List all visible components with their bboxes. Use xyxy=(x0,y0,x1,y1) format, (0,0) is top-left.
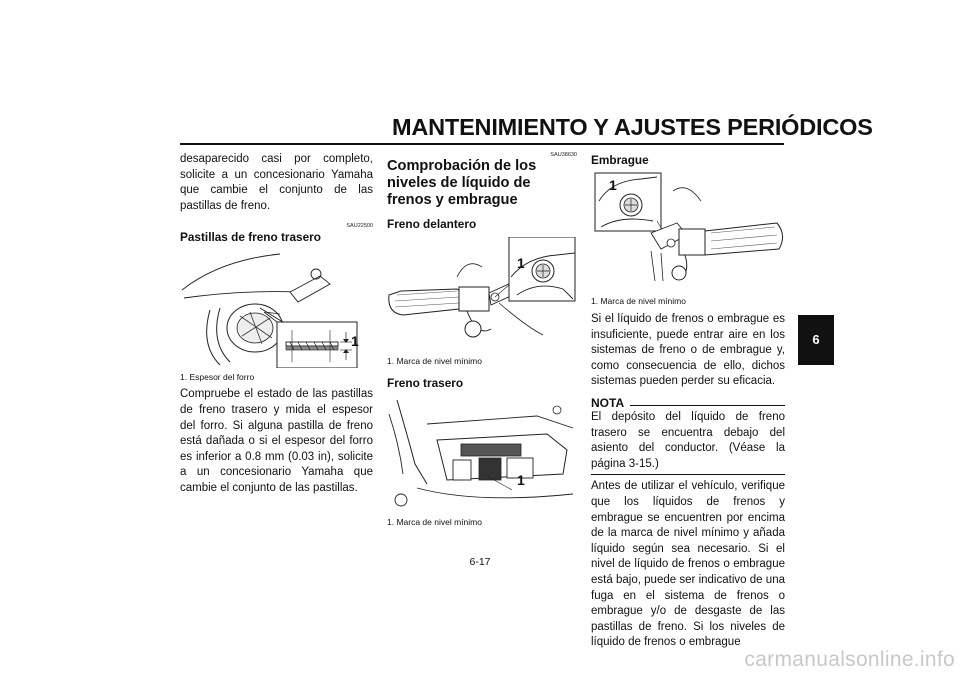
rear-brake-pads-heading: Pastillas de freno trasero xyxy=(180,230,321,245)
figure-caption: 1. Espesor del forro xyxy=(180,372,255,383)
rear-brake-caption: 1. Marca de nivel mínimo xyxy=(387,517,482,527)
page-number: 6-17 xyxy=(469,556,491,568)
note-end-rule xyxy=(591,474,785,475)
header-rule xyxy=(180,143,784,145)
clutch-body: Si el líquido de frenos o embrague es insuficiente, puede entrar aire en los sistemas de freno o de embrague y, como consecuencia de ello, dichos sistemas pueden perder su eficacia. xyxy=(591,313,785,388)
rear-brake-heading: Freno trasero xyxy=(387,376,464,390)
fluid-level-section-heading: Comprobación de los niveles de líquido de frenos y embrague xyxy=(387,158,537,208)
note-text: El depósito del líquido de freno trasero se encuentra debajo del asiento del conductor. (Véase la página 3-15.) xyxy=(591,410,785,470)
column-3 xyxy=(591,152,785,651)
clutch-illustration xyxy=(591,171,785,283)
front-brake-heading: Freno delantero xyxy=(387,217,477,231)
column-2 xyxy=(387,152,577,527)
rear-brake-illustration xyxy=(180,250,373,368)
note-header xyxy=(591,396,785,410)
figure-callout: 1 xyxy=(517,472,525,488)
clutch-caption: 1. Marca de nivel mínimo xyxy=(591,296,686,306)
column-1 xyxy=(180,152,373,497)
figure-callout: 1 xyxy=(351,333,359,350)
rear-brake-reservoir-illustration xyxy=(387,394,577,509)
figure-callout: 1 xyxy=(609,177,617,193)
section-code: SAU38630 xyxy=(550,152,577,158)
fluid-check-body: Antes de utilizar el vehículo, verifique que los líquidos de frenos y embrague se encuentren por encima de la marca de nivel mínimo y añada líquido según sea necesario. Si el nivel de líquido de frenos o embrague está bajo, puede ser indicativo de una fuga en el sistema de frenos o embrague y/o de desgaste de las pastillas de freno. Si los niveles de líquido de frenos o embrague xyxy=(591,480,785,649)
front-brake-caption: 1. Marca de nivel mínimo xyxy=(387,356,482,366)
page-header-title: MANTENIMIENTO Y AJUSTES PERIÓDICOS xyxy=(392,114,873,140)
intro-paragraph: desaparecido casi por completo, solicite a un concesionario Yamaha que cambie el conjunto de las pastillas de freno. xyxy=(180,153,373,212)
clutch-figure xyxy=(591,171,785,283)
watermark: carmanualsonline.info xyxy=(744,648,955,671)
figure-callout: 1 xyxy=(517,255,525,271)
note-label: NOTA xyxy=(591,395,625,410)
front-brake-illustration xyxy=(387,237,577,342)
chapter-tab[interactable]: 6 xyxy=(798,315,834,365)
front-brake-figure xyxy=(387,237,577,342)
rear-brake-reservoir-figure xyxy=(387,394,577,509)
note-rule xyxy=(630,405,785,406)
rear-brake-pad-figure xyxy=(180,250,373,368)
section-code: SAU22500 xyxy=(346,223,373,230)
clutch-heading: Embrague xyxy=(591,153,649,167)
rear-brake-pads-body: Compruebe el estado de las pastillas de freno trasero y mida el espesor del forro. Si alguna pastilla de freno está dañada o si el espesor del forro es inferior a 0.8 mm (0.03 in), solicite a un concesionario Yamaha que cambie el conjunto de las pastillas. xyxy=(180,388,373,494)
